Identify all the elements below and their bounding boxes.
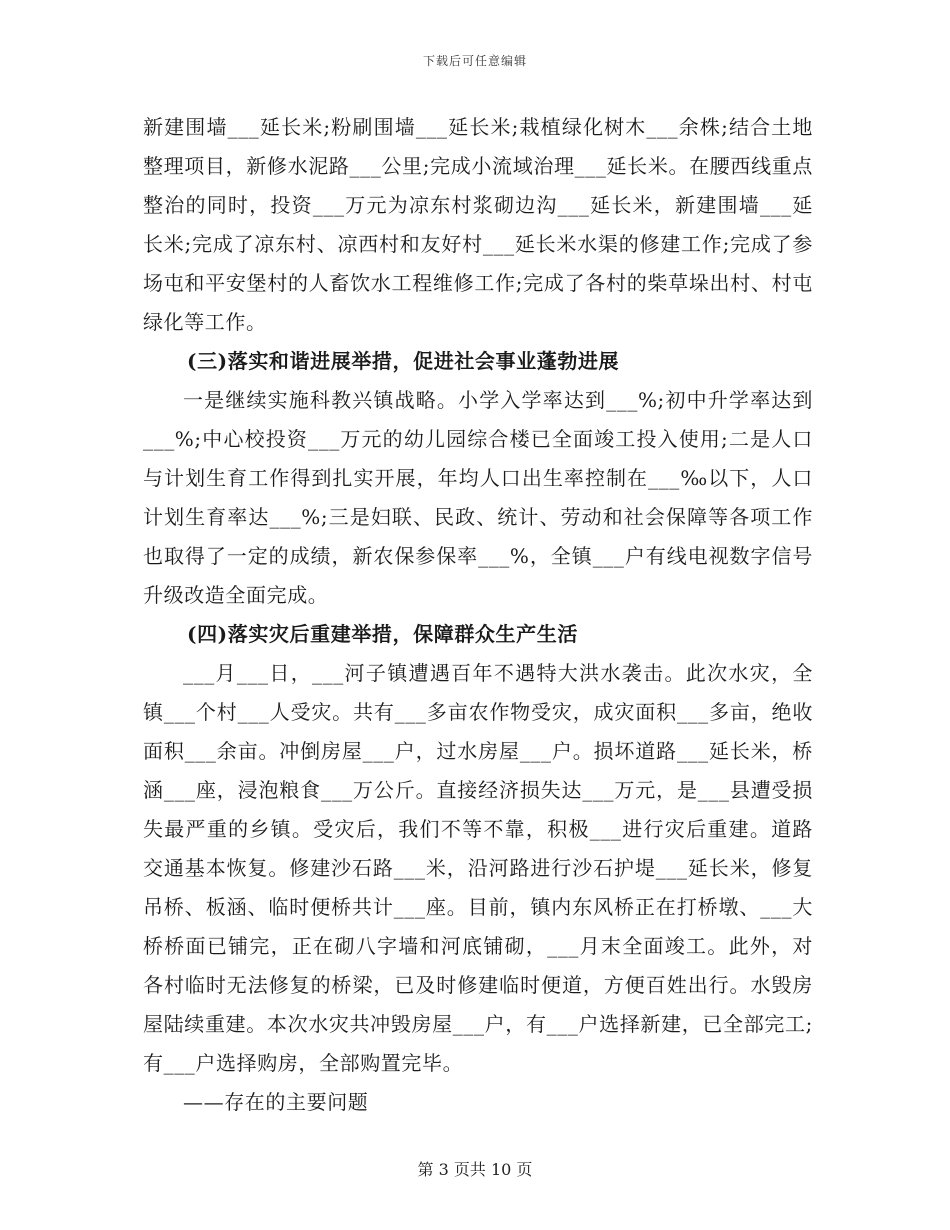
paragraph-education: 一是继续实施科教兴镇战略。小学入学率达到___%;初中升学率达到___%;中心校投资___万元的幼儿园综合楼已全面竣工投入使用;二是人口与计划生育工作得到扎实开展，年均人口出生率控制在___‰以下，人口计划生育率达___%;三是妇联、民政、统计、劳动和社会保障等各项工作也取得了一定的成绩，新农保参保率___%，全镇___户有线电视数字信号升级改造全面完成。 (143, 388, 813, 607)
paragraph-continuation: 新建围墙___延长米;粉刷围墙___延长米;栽植绿化树木___余株;结合土地整理项目，新修水泥路___公里;完成小流域治理___延长米。在腰西线重点整治的同时，投资___万元为凉东村浆砌边沟___延长米，新建围墙___延长米;完成了凉东村、凉西村和友好村___延长米水渠的修建工作;完成了参场屯和平安堡村的人畜饮水工程维修工作;完成了各村的柴草垛出村、村屯绿化等工作。 (143, 115, 813, 334)
document-body (143, 108, 813, 1122)
page-number: 第 3 页共 10 页 (417, 1160, 533, 1179)
section-problems-title: ——存在的主要问题 (183, 1090, 369, 1114)
paragraph-reconstruction: ___月___日，___河子镇遭遇百年不遇特大洪水袭击。此次水灾，全镇___个村___人受灾。共有___多亩农作物受灾，成灾面积___多亩，绝收面积___余亩。冲倒房屋___户，过水房屋___户。损坏道路___延长米，桥涵___座，浸泡粮食___万公斤。直接经济损失达___万元，是___县遭受损失最严重的乡镇。受灾后，我们不等不靠，积极___进行灾后重建。道路交通基本恢复。修建沙石路___米，沿河路进行沙石护堤___延长米，修复吊桥、板涵、临时便桥共计___座。目前，镇内东风桥正在打桥墩、___大桥桥面已铺完，正在砌八字墙和河底铺砌，___月末全面竣工。此外，对各村临时无法修复的桥梁，已及时修建临时便道，方便百姓出行。水毁房屋陆续重建。本次水灾共冲毁房屋___户，有___户选择新建，已全部完工;有___户选择购房，全部购置完毕。 (143, 661, 813, 1075)
section-heading-4: (四)落实灾后重建举措，保障群众生产生活 (187, 622, 578, 646)
page-header: 下载后可任意编辑 (422, 54, 527, 68)
section-heading-3: (三)落实和谐进展举措，促进社会事业蓬勃进展 (187, 349, 620, 373)
